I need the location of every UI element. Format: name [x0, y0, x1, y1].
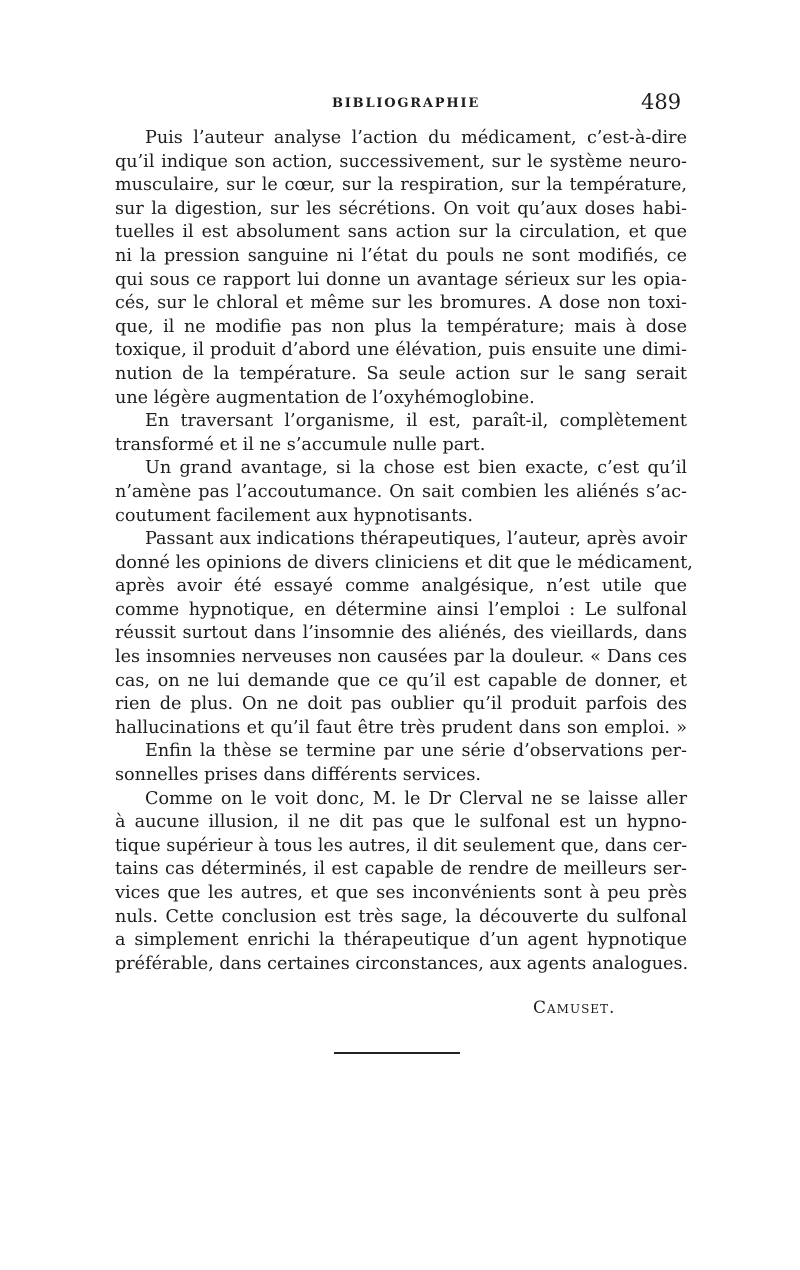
body-text [115, 127, 693, 976]
text-line: En traversant l’organisme, il est, paraît-il, complètement [145, 411, 687, 432]
text-line: tuelles il est absolument sans action sur la circulation, et que [115, 222, 687, 243]
text-line: les insomnies nerveuses non causées par la douleur. « Dans ces [115, 647, 687, 668]
text-line: que, il ne modifie pas non plus la température; mais à dose [115, 316, 687, 337]
text-line: comme hypnotique, en détermine ainsi l’emploi : Le sulfonal [115, 599, 687, 620]
end-rule [334, 1052, 460, 1054]
text-line: sur la digestion, sur les sécrétions. On voit qu’aux doses habi- [115, 198, 687, 219]
text-line: toxique, il produit d’abord une élévation, puis ensuite une dimi- [115, 340, 687, 361]
text-line: cas, on ne lui demande que ce qu’il est capable de donner, et [115, 670, 687, 691]
page-number: 489 [641, 90, 682, 114]
text-line: ni la pression sanguine ni l’état du pouls ne sont modifiés, ce [115, 245, 687, 266]
text-line: coutument facilement aux hypnotisants. [115, 505, 473, 526]
text-line: Puis l’auteur analyse l’action du médicament, c’est-à-dire [145, 128, 687, 148]
text-line: à aucune illusion, il ne dit pas que le sulfonal est un hypno- [115, 812, 687, 833]
text-line: Passant aux indications thérapeutiques, l’auteur, après avoir [145, 529, 687, 550]
text-line: nuls. Cette conclusion est très sage, la découverte du sulfonal [115, 906, 687, 927]
text-line: sonnelles prises dans différents services. [115, 765, 481, 786]
text-line: qui sous ce rapport lui donne un avantage sérieux sur les opia- [115, 269, 687, 290]
text-line: Enfin la thèse se termine par une série d’observations per- [145, 741, 687, 762]
text-line: rien de plus. On ne doit pas oublier qu’il produit parfois des [115, 694, 687, 715]
text-line: a simplement enrichi la thérapeutique d’un agent hypnotique [115, 930, 687, 951]
text-line: vices que les autres, et que ses inconvénients sont à peu près [115, 883, 687, 903]
text-line: nution de la température. Sa seule action sur le sang serait [115, 363, 687, 384]
text-line: transformé et il ne s’accumule nulle part. [115, 434, 486, 455]
text-line: tique supérieur à tous les autres, il dit seulement que, dans cer- [115, 835, 688, 856]
author-signature [533, 998, 615, 1018]
text-line: Un grand avantage, si la chose est bien exacte, c’est qu’il [145, 458, 687, 479]
text-line: une légère augmentation de l’oxyhémoglobine. [115, 387, 535, 408]
text-line: préférable, dans certaines circonstances, aux agents analogues. [115, 953, 689, 974]
text-line: donné les opinions de divers cliniciens et dit que le médicament, [115, 552, 693, 573]
text-line: Comme on le voit donc, M. le Dr Clerval ne se laisse aller [145, 788, 687, 809]
text-line: cés, sur le chloral et même sur les bromures. A dose non toxi- [115, 293, 687, 314]
text-line: qu’il indique son action, successivement, sur le système neuro- [115, 151, 687, 172]
running-title: BIBLIOGRAPHIE [332, 96, 481, 111]
text-line: après avoir été essayé comme analgésique, n’est utile que [115, 576, 687, 597]
text-line: réussit surtout dans l’insomnie des aliénés, des vieillards, dans [115, 623, 687, 644]
text-line: tains cas déterminés, il est capable de rendre de meilleurs ser- [115, 859, 687, 880]
text-line: musculaire, sur le cœur, sur la respiration, sur la température, [115, 175, 687, 196]
text-line: hallucinations et qu’il faut être très prudent dans son emploi. » [115, 717, 687, 738]
signature-name: Camuset. [533, 998, 616, 1018]
text-line: n’amène pas l’accoutumance. On sait combien les aliénés s’ac- [115, 481, 687, 502]
